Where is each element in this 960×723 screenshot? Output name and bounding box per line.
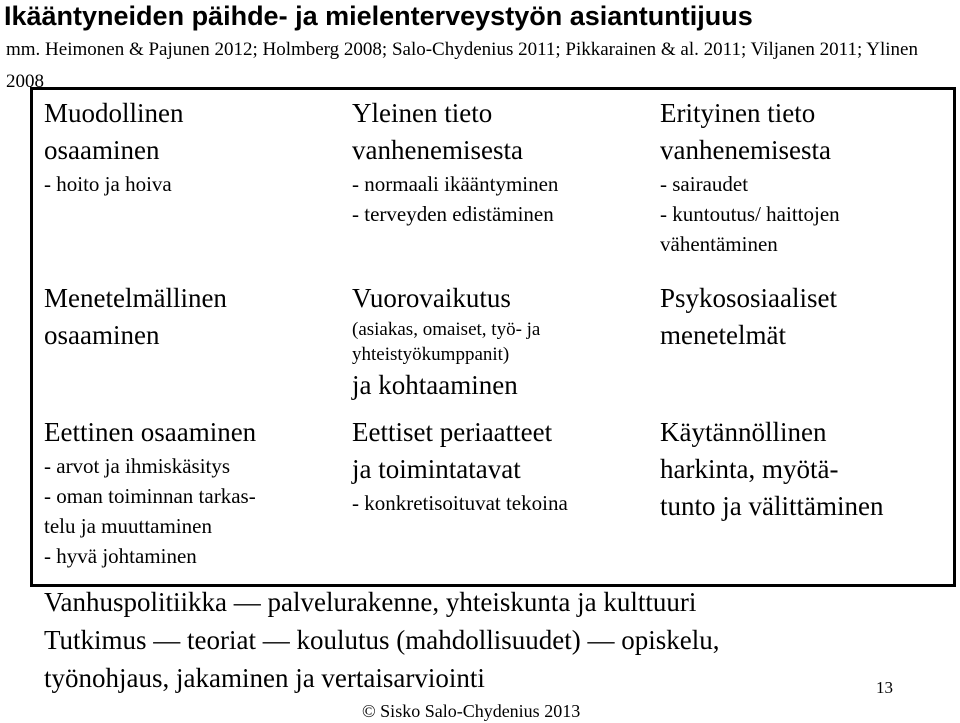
- cell-item: - arvot ja ihmiskäsitys: [44, 454, 231, 478]
- bottom-text: [44, 583, 720, 697]
- cell-title-line: Eettinen osaaminen: [44, 417, 257, 447]
- cell-item: vähentäminen: [660, 232, 778, 256]
- cell-title-line: Käytännöllinen: [660, 417, 827, 447]
- cell-detail: (asiakas, omaiset, työ- ja: [352, 319, 541, 340]
- cell-interaction: [352, 280, 652, 404]
- cell-title-line: vanhenemisesta: [352, 135, 523, 165]
- cell-title-line: Muodollinen: [44, 98, 184, 128]
- page-title: Ikääntyneiden päihde- ja mielenterveystyön asiantuntijuus: [4, 1, 753, 31]
- cell-title-line: Eettiset periaatteet: [352, 417, 553, 447]
- bottom-line: Tutkimus — teoriat — koulutus (mahdollisuudet) — opiskelu,: [44, 625, 720, 655]
- cell-title-line: Erityinen tieto: [660, 98, 816, 128]
- bottom-line: työnohjaus, jakaminen ja vertaisarviointi: [44, 663, 485, 693]
- cell-item: - sairaudet: [660, 172, 749, 196]
- cell-item: telu ja muuttaminen: [44, 514, 212, 538]
- cell-title-line: vanhenemisesta: [660, 135, 831, 165]
- cell-item: - hoito ja hoiva: [44, 172, 172, 196]
- bottom-line: Vanhuspolitiikka — palvelurakenne, yhteiskunta ja kulttuuri: [44, 587, 697, 617]
- copyright-notice: © Sisko Salo-Chydenius 2013: [362, 701, 581, 721]
- cell-general-knowledge: [352, 95, 652, 229]
- cell-detail: yhteistyökumppanit): [352, 344, 510, 365]
- references-line: mm. Heimonen & Pajunen 2012; Holmberg 2008; Salo-Chydenius 2011; Pikkarainen & al. 2011; Viljanen 2011; Ylinen 2008: [6, 39, 918, 92]
- cell-title-line: harkinta, myötä-: [660, 454, 839, 484]
- cell-item: - normaali ikääntyminen: [352, 172, 559, 196]
- cell-title-line: osaaminen: [44, 135, 160, 165]
- cell-title-line: tunto ja välittäminen: [660, 491, 884, 521]
- cell-psychosocial-methods: [660, 280, 950, 354]
- cell-formal-competence: [44, 95, 334, 199]
- cell-title-line: menetelmät: [660, 320, 786, 350]
- cell-title-line: Psykososiaaliset: [660, 283, 838, 313]
- cell-title-line: osaaminen: [44, 320, 160, 350]
- cell-title-line: Yleinen tieto: [352, 98, 493, 128]
- cell-ethical-principles: [352, 414, 652, 518]
- cell-title-line: ja toimintatavat: [352, 454, 521, 484]
- cell-item: - hyvä johtaminen: [44, 544, 197, 568]
- cell-title-line: ja kohtaaminen: [352, 370, 518, 400]
- cell-special-knowledge: [660, 95, 950, 259]
- cell-methodological-competence: [44, 280, 334, 354]
- cell-practical-judgement: [660, 414, 950, 525]
- cell-item: - kuntoutus/ haittojen: [660, 202, 840, 226]
- cell-ethical-competence: [44, 414, 344, 571]
- cell-title-line: Vuorovaikutus: [352, 283, 511, 313]
- cell-item: - konkretisoituvat tekoina: [352, 491, 568, 515]
- cell-title-line: Menetelmällinen: [44, 283, 227, 313]
- cell-item: - terveyden edistäminen: [352, 202, 554, 226]
- page-number: 13: [876, 678, 893, 697]
- cell-item: - oman toiminnan tarkas-: [44, 484, 256, 508]
